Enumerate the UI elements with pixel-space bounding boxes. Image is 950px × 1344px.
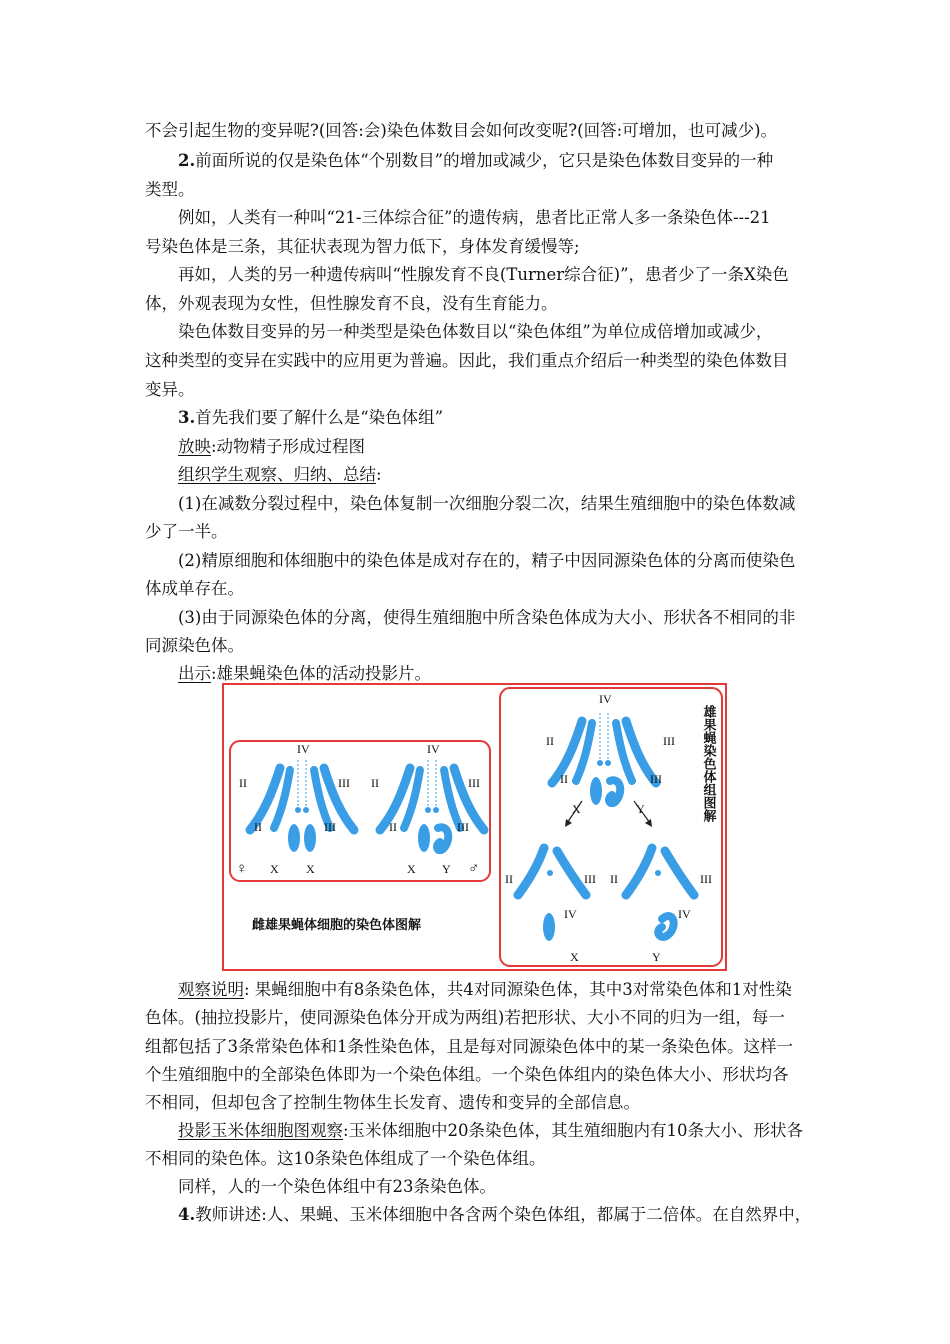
label-ii: II [610, 872, 618, 886]
paragraph-line [178, 465, 382, 485]
label-iii: III [338, 776, 350, 790]
label-y: Y [442, 862, 451, 876]
label-ii: II [239, 776, 247, 790]
paragraph-line: 同源染色体。 [145, 636, 244, 655]
paragraph-line: (1)在减数分裂过程中，染色体复制一次细胞分裂二次，结果生殖细胞中的染色体数减 [178, 494, 796, 513]
paragraph-line: 不会引起生物的变异呢?(回答:会)染色体数目会如何改变呢?(回答:可增加，也可减少)。 [145, 121, 778, 140]
paragraph-line: 同样，人的一个染色体组中有23条染色体。 [178, 1177, 496, 1196]
paragraph-line [178, 1121, 803, 1141]
paragraph-line [178, 664, 431, 684]
paragraph-text: : 果蝇细胞中有8条染色体，共4对同源染色体，其中3对常染色体和1对性染 [244, 980, 792, 999]
label-iv: IV [297, 742, 310, 756]
paragraph-line: 组都包括了3条常染色体和1条性染色体，且是每对同源染色体中的某一条染色体。这样一 [145, 1037, 793, 1056]
paragraph-line [178, 1205, 811, 1225]
label-x: X [407, 862, 416, 876]
paragraph-text: 前面所说的仅是染色体“个别数目”的增加或减少，它只是染色体数目变异的一种 [195, 151, 774, 170]
paragraph-line: 少了一半。 [145, 522, 228, 541]
label-ii: II [254, 820, 262, 834]
paragraph-line: 体，外观表现为女性，但性腺发育不良，没有生育能力。 [145, 294, 558, 313]
paragraph-line: 号染色体是三条，其征状表现为智力低下，身体发育缓慢等; [145, 237, 580, 256]
item-number: 3. [178, 408, 196, 427]
label-ii: II [546, 734, 554, 748]
paragraph-line [178, 437, 365, 457]
paragraph-line: 个生殖细胞中的全部染色体即为一个染色体组。一个染色体组内的染色体大小、形状均各 [145, 1065, 789, 1084]
label-iii: III [700, 872, 712, 886]
female-symbol: ♀ [236, 861, 248, 877]
label-ii: II [505, 872, 513, 886]
paragraph-line [178, 408, 443, 428]
paragraph-line: 体成单存在。 [145, 579, 244, 598]
label-iii: III [584, 872, 596, 886]
paragraph-line: 不相同的染色体。这10条染色体组成了一个染色体组。 [145, 1149, 546, 1168]
label-iii: III [457, 820, 469, 834]
label-x: X [306, 862, 315, 876]
underlined-label: 投影玉米体细胞图观察 [178, 1121, 343, 1140]
label-x: X [572, 802, 581, 816]
paragraph-text: 教师讲述:人、果蝇、玉米体细胞中各含两个染色体组，都属于二倍体。在自然界中， [195, 1205, 812, 1224]
paragraph-text: :动物精子形成过程图 [211, 437, 366, 456]
paragraph-line: 类型。 [145, 180, 195, 199]
paragraph-line: 色体。(抽拉投影片，使同源染色体分开成为两组)若把形状、大小不同的归为一组，每一 [145, 1008, 785, 1027]
label-ii: II [389, 820, 397, 834]
paragraph-line [178, 151, 773, 171]
paragraph-line: 不相同，但却包含了控制生物体生长发育、遗传和变异的全部信息。 [145, 1093, 640, 1112]
male-set-box [500, 688, 722, 966]
item-number: 2. [178, 151, 196, 170]
paragraph-line: 例如，人类有一种叫“21-三体综合征”的遗传病，患者比正常人多一条染色体---21 [178, 208, 771, 227]
drosophila-chromosome-figure [222, 683, 727, 971]
paragraph-text: : [376, 465, 382, 484]
underlined-label: 组织学生观察、归纳、总结 [178, 465, 376, 484]
label-iv: IV [427, 742, 440, 756]
paragraph-line: (3)由于同源染色体的分离，使得生殖细胞中所含染色体成为大小、形状各不相同的非 [178, 608, 796, 627]
label-x: X [570, 950, 579, 964]
side-title: 雄果蝇染色体组图解 [701, 705, 717, 822]
label-iii: III [650, 772, 662, 786]
paragraph-line: 变异。 [145, 380, 195, 399]
label-iii: III [663, 734, 675, 748]
label-ii: II [560, 772, 568, 786]
label-x: X [270, 862, 279, 876]
male-symbol: ♂ [468, 861, 480, 877]
paragraph-text: :玉米体细胞中20条染色体，其生殖细胞内有10条大小、形状各 [343, 1121, 804, 1140]
label-y: Y [652, 950, 661, 964]
label-iv: IV [678, 907, 691, 921]
paragraph-text: :雄果蝇染色体的活动投影片。 [211, 664, 432, 683]
underlined-label: 出示 [178, 664, 211, 683]
item-number: 4. [178, 1205, 196, 1224]
paragraph-line: 这种类型的变异在实践中的应用更为普遍。因此，我们重点介绍后一种类型的染色体数目 [145, 351, 789, 370]
underlined-label: 观察说明 [178, 980, 244, 999]
paragraph-line: 再如，人类的另一种遗传病叫“性腺发育不良(Turner综合征)”，患者少了一条X染色 [178, 265, 789, 284]
label-ii: II [371, 776, 379, 790]
paragraph-text: 首先我们要了解什么是“染色体组” [195, 408, 444, 427]
paragraph-line [178, 980, 792, 1000]
label-iv: IV [564, 907, 577, 921]
underlined-label: 放映 [178, 437, 211, 456]
figure-caption: 雌雄果蝇体细胞的染色体图解 [252, 917, 422, 932]
label-iii: III [468, 776, 480, 790]
label-iii: III [324, 820, 336, 834]
label-y: Y [636, 802, 645, 816]
label-iv: IV [599, 692, 612, 706]
paragraph-line: (2)精原细胞和体细胞中的染色体是成对存在的，精子中因同源染色体的分离而使染色 [178, 551, 796, 570]
paragraph-line: 染色体数目变异的另一种类型是染色体数目以“染色体组”为单位成倍增加或减少， [178, 322, 773, 341]
